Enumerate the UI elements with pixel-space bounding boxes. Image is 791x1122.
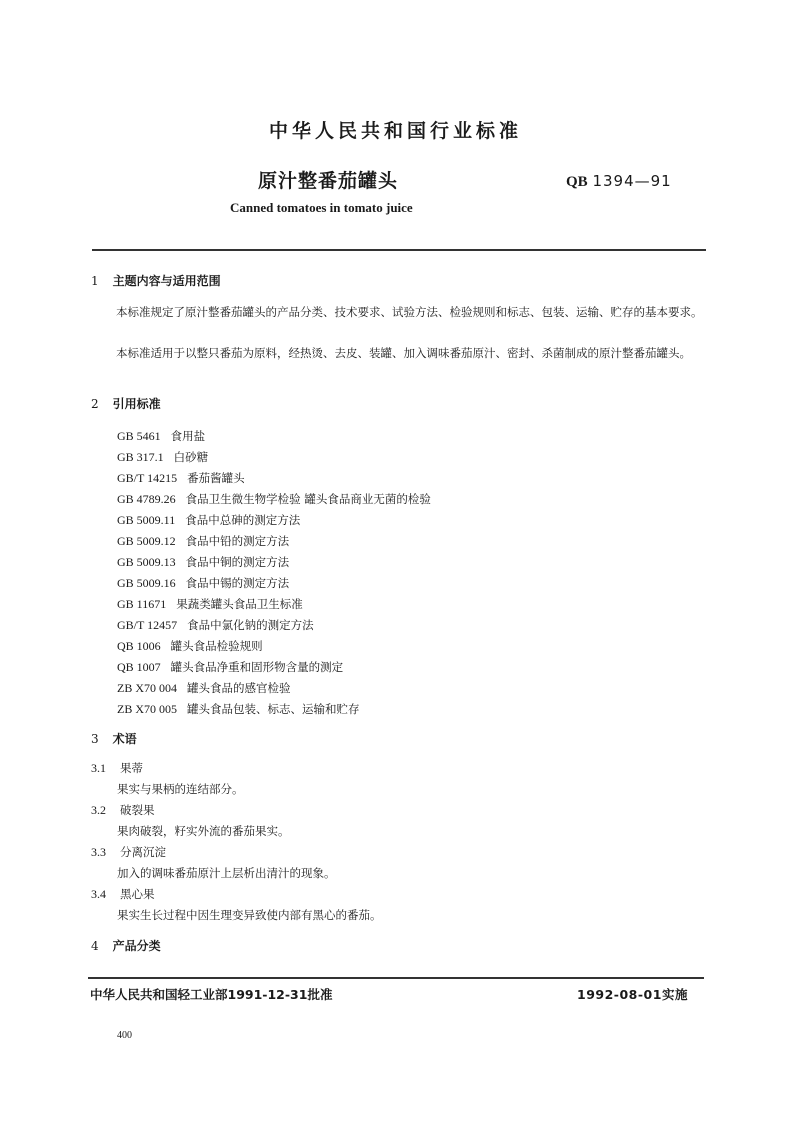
reference-item (117, 449, 208, 465)
document-title: 原汁整番茄罐头 (258, 170, 399, 192)
reference-code: GB 5009.13 (117, 555, 176, 569)
standard-code-prefix: QB (566, 174, 588, 190)
reference-code: QB 1007 (117, 660, 161, 674)
section-title: 产品分类 (112, 939, 161, 953)
reference-item (117, 533, 289, 549)
reference-name: 番茄酱罐头 (187, 471, 245, 485)
reference-item (117, 470, 245, 486)
reference-name: 食品中铜的测定方法 (185, 555, 290, 569)
term-name: 黑心果 (120, 887, 155, 901)
section-3-heading (91, 730, 137, 747)
section-4-heading (91, 937, 161, 954)
reference-name: 食品中铅的测定方法 (185, 534, 290, 548)
reference-item (117, 575, 289, 591)
term-number: 3.3 (91, 845, 106, 859)
section-title: 引用标准 (112, 397, 161, 411)
reference-item (117, 512, 300, 528)
term-heading (91, 844, 166, 860)
reference-code: GB/T 14215 (117, 471, 178, 485)
section-number: 3 (91, 732, 99, 746)
reference-name: 食品卫生微生物学检验 罐头食品商业无菌的检验 (185, 492, 431, 506)
term-definition: 果肉破裂，籽实外流的番茄果实。 (117, 824, 290, 838)
reference-item (117, 680, 291, 696)
section-2-heading (91, 395, 161, 412)
reference-name: 果蔬类罐头食品卫生标准 (176, 597, 303, 611)
term-number: 3.1 (91, 761, 106, 775)
reference-name: 罐头食品包装、标志、运输和贮存 (187, 702, 360, 716)
term-definition: 果实与果柄的连结部分。 (117, 782, 244, 796)
reference-item (117, 659, 343, 675)
reference-code: GB 5461 (117, 429, 161, 443)
reference-item (117, 428, 205, 444)
term-number: 3.2 (91, 803, 106, 817)
reference-code: GB 11671 (117, 597, 167, 611)
english-title: Canned tomatoes in tomato juice (230, 200, 413, 215)
term-name: 分离沉淀 (120, 845, 166, 859)
term-definition: 果实生长过程中因生理变异致使内部有黑心的番茄。 (117, 908, 382, 922)
standard-code-number: 1394—91 (592, 172, 672, 190)
reference-name: 白砂糖 (173, 450, 209, 464)
approval-line: 中华人民共和国轻工业部1991-12-31批准 (90, 987, 333, 1002)
reference-name: 食用盐 (170, 429, 206, 443)
reference-code: GB 317.1 (117, 450, 164, 464)
reference-item (117, 596, 303, 612)
reference-name: 罐头食品检验规则 (170, 639, 263, 653)
reference-code: ZB X70 005 (117, 702, 177, 716)
organization-title: 中华人民共和国行业标准 (268, 120, 522, 142)
section-number: 1 (91, 274, 99, 288)
header-divider (92, 249, 706, 251)
term-name: 果蒂 (120, 761, 143, 775)
reference-item (117, 554, 289, 570)
reference-code: GB 4789.26 (117, 492, 176, 506)
reference-code: GB 5009.12 (117, 534, 176, 548)
reference-name: 食品中锡的测定方法 (185, 576, 290, 590)
section-1-heading (91, 272, 221, 289)
reference-code: GB 5009.16 (117, 576, 176, 590)
footer-divider (88, 977, 704, 979)
reference-item (117, 701, 360, 717)
reference-item (117, 638, 263, 654)
term-number: 3.4 (91, 887, 106, 901)
reference-name: 罐头食品的感官检验 (187, 681, 291, 695)
reference-code: GB 5009.11 (117, 513, 176, 527)
reference-item (117, 617, 314, 633)
reference-code: QB 1006 (117, 639, 161, 653)
reference-name: 食品中总砷的测定方法 (185, 513, 301, 527)
term-heading (91, 886, 155, 902)
section-title: 主题内容与适用范围 (112, 274, 221, 288)
term-definition: 加入的调味番茄原汁上层析出清汁的现象。 (117, 866, 336, 880)
reference-name: 食品中氯化钠的测定方法 (187, 618, 314, 632)
term-name: 破裂果 (120, 803, 155, 817)
reference-code: ZB X70 004 (117, 681, 177, 695)
paragraph: 本标准适用于以整只番茄为原料，经热烫、去皮、装罐、加入调味番茄原汁、密封、杀菌制成的原汁整番茄罐头。 (116, 346, 691, 360)
implementation-date: 1992-08-01实施 (577, 987, 688, 1002)
section-title: 术语 (112, 732, 137, 746)
section-number: 4 (91, 939, 99, 953)
paragraph: 本标准规定了原汁整番茄罐头的产品分类、技术要求、试验方法、检验规则和标志、包装、运输、贮存的基本要求。 (116, 305, 703, 319)
page-number: 400 (117, 1030, 132, 1041)
term-heading (91, 760, 143, 776)
reference-code: GB/T 12457 (117, 618, 178, 632)
section-number: 2 (91, 397, 99, 411)
standard-code (566, 172, 672, 191)
term-heading (91, 802, 155, 818)
reference-name: 罐头食品净重和固形物含量的测定 (170, 660, 344, 674)
reference-item (117, 491, 431, 507)
